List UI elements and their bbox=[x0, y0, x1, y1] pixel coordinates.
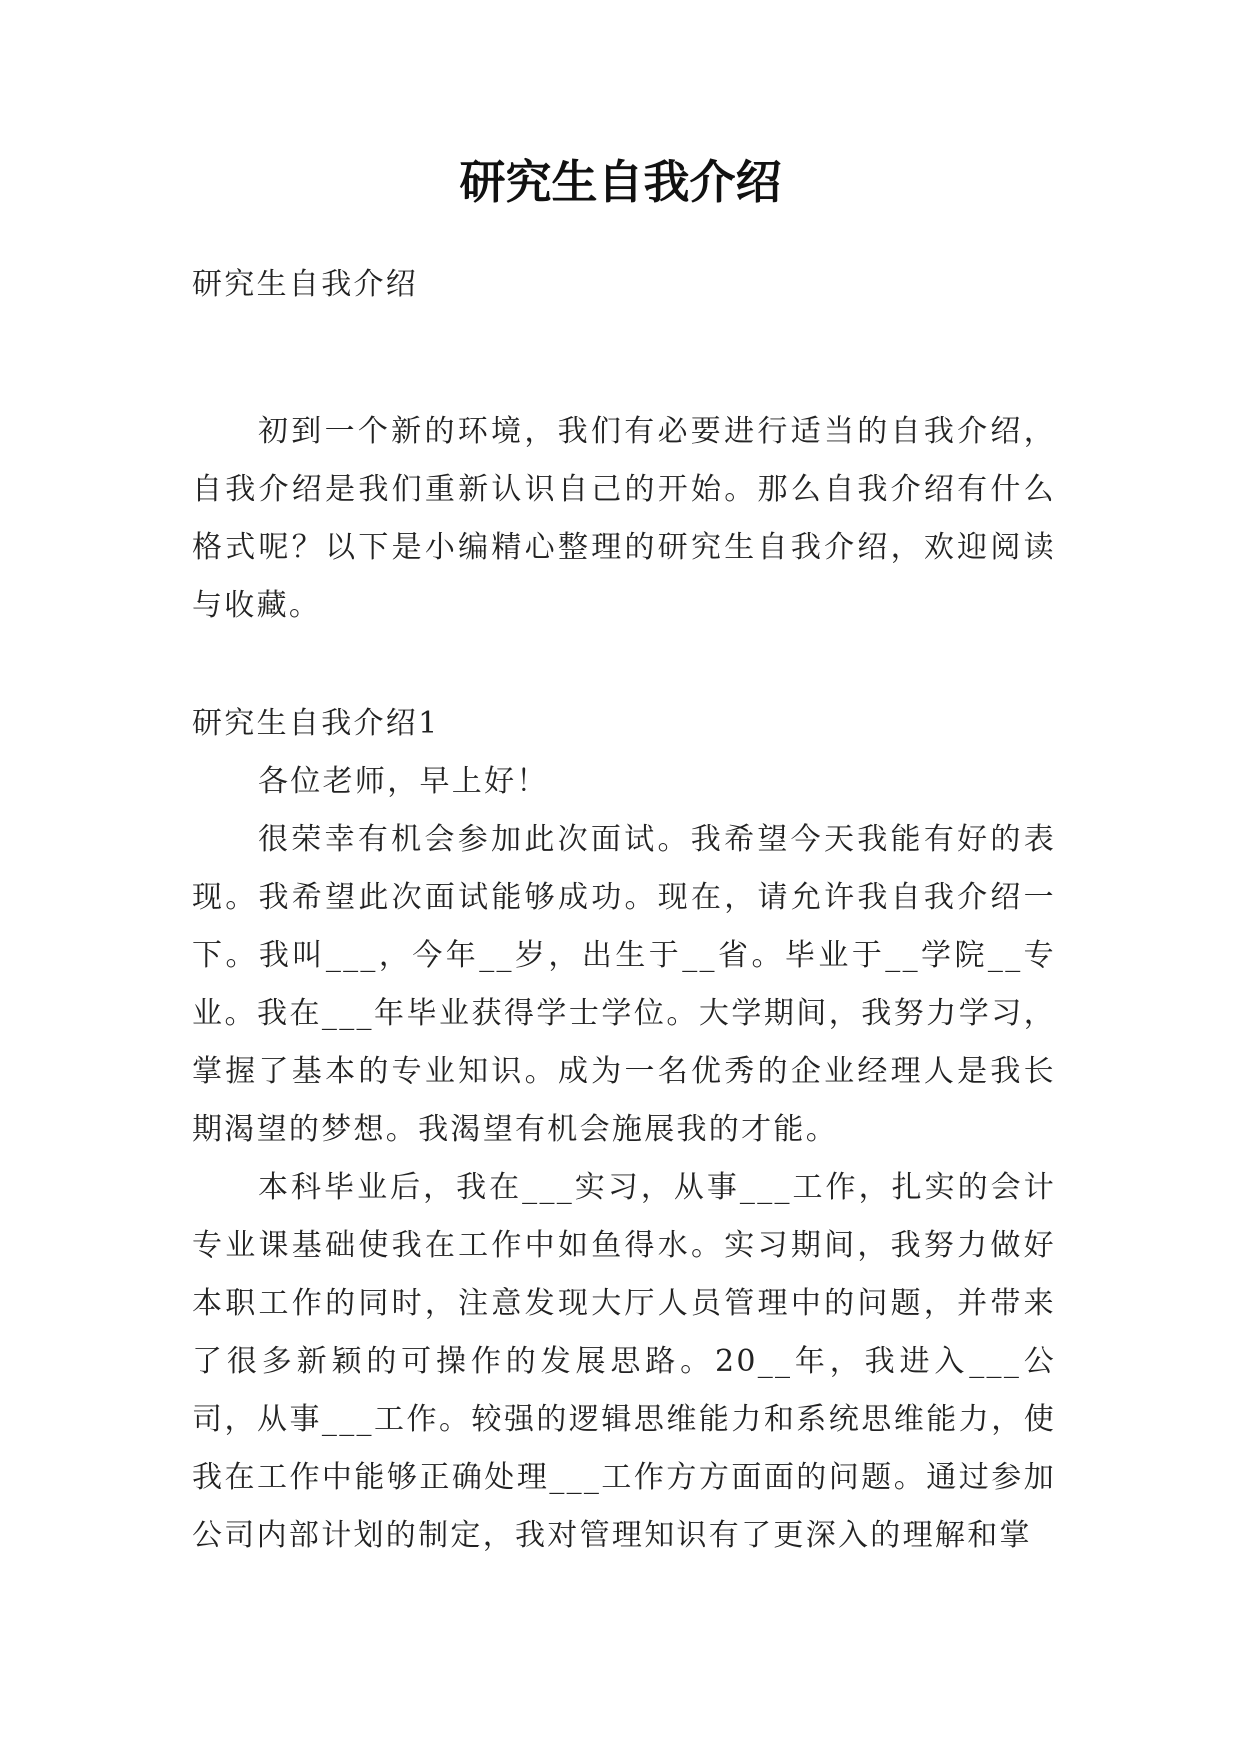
document-subtitle: 研究生自我介绍 bbox=[192, 267, 419, 302]
document-title: 研究生自我介绍 bbox=[459, 155, 782, 209]
body-paragraph-1: 很荣幸有机会参加此次面试。我希望今天我能有好的表现。我希望此次面试能够成功。现在，请允许我自我介绍一下。我叫___，今年__岁，出生于__省。毕业于__学院__专业。我在___年毕业获得学士学位。大学期间，我努力学习，掌握了基本的专业知识。成为一名优秀的企业经理人是我长期渴望的梦想。我渴望有机会施展我的才能。 bbox=[192, 822, 1056, 1147]
section-heading: 研究生自我介绍1 bbox=[192, 706, 440, 741]
greeting-paragraph: 各位老师，早上好！ bbox=[258, 764, 549, 799]
intro-paragraph: 初到一个新的环境，我们有必要进行适当的自我介绍，自我介绍是我们重新认识自己的开始。那么自我介绍有什么格式呢？以下是小编精心整理的研究生自我介绍，欢迎阅读与收藏。 bbox=[192, 414, 1056, 623]
body-paragraph-2: 本科毕业后，我在___实习，从事___工作，扎实的会计专业课基础使我在工作中如鱼得水。实习期间，我努力做好本职工作的同时，注意发现大厅人员管理中的问题，并带来了很多新颖的可操作的发展思路。20__年，我进入___公司，从事___工作。较强的逻辑思维能力和系统思维能力，使我在工作中能够正确处理___工作方方面面的问题。通过参加公司内部计划的制定，我对管理知识有了更深入的理解和掌 bbox=[192, 1170, 1056, 1553]
